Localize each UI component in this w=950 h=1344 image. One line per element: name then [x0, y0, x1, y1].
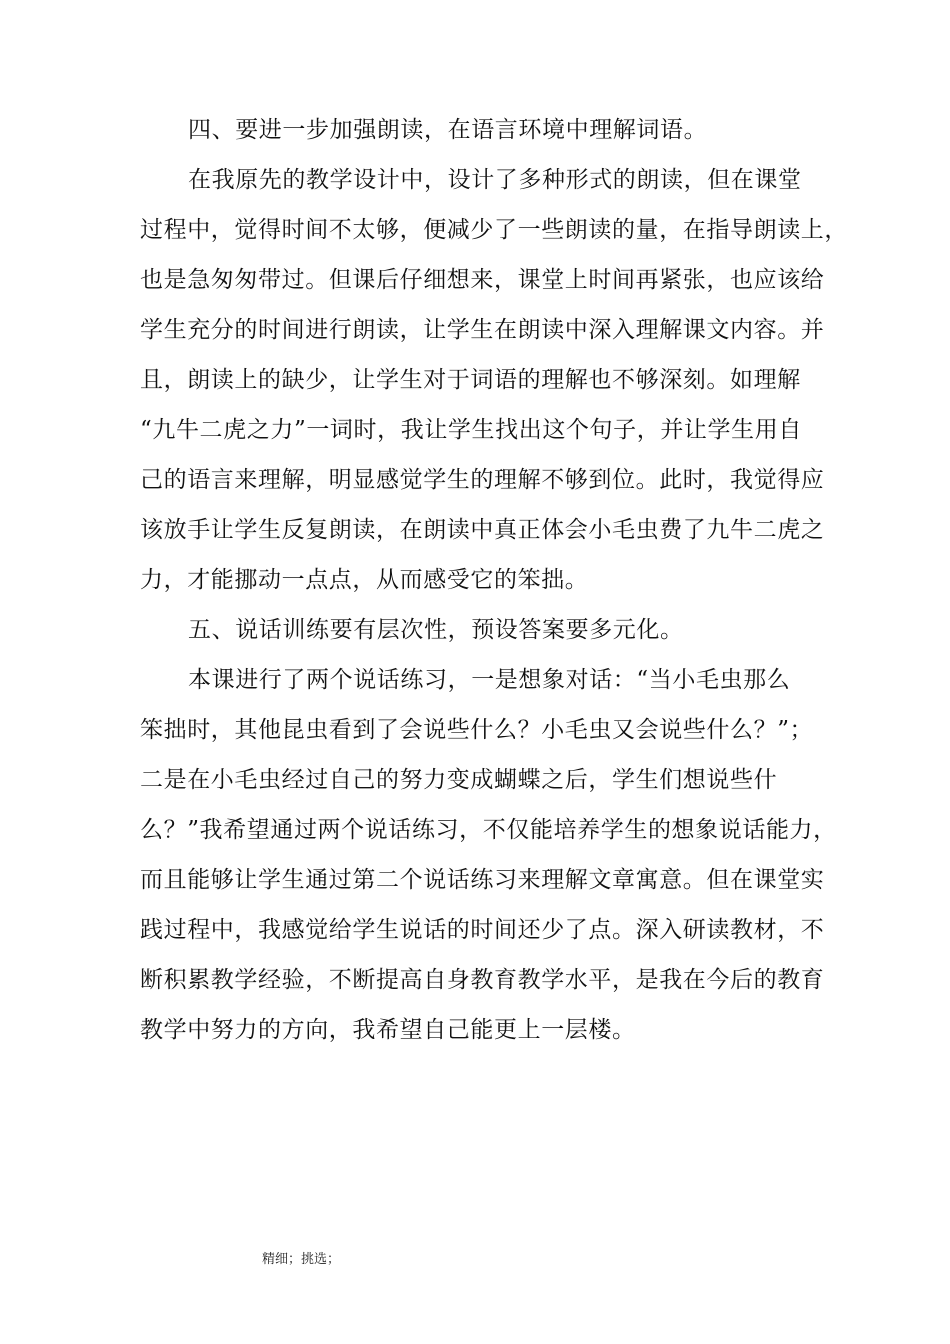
paragraph-line: 断积累教学经验，不断提高自身教育教学水平，是我在今后的教育 [140, 967, 825, 993]
section-heading-5: 五、说话训练要有层次性，预设答案要多元化。 [188, 617, 684, 643]
paragraph-line: 而且能够让学生通过第二个说话练习来理解文章寓意。但在课堂实 [140, 867, 825, 893]
paragraph-line: 本课进行了两个说话练习，一是想象对话：“当小毛虫那么 [188, 667, 791, 693]
paragraph-line: 且，朗读上的缺少，让学生对于词语的理解也不够深刻。如理解 [140, 367, 801, 393]
paragraph-line: 也是急匆匆带过。但课后仔细想来，课堂上时间再紧张，也应该给 [140, 267, 825, 293]
paragraph-line: 践过程中，我感觉给学生说话的时间还少了点。深入研读教材，不 [140, 917, 825, 943]
paragraph-line: 该放手让学生反复朗读，在朗读中真正体会小毛虫费了九牛二虎之 [140, 517, 825, 543]
paragraph-line: 在我原先的教学设计中，设计了多种形式的朗读，但在课堂 [188, 167, 802, 193]
paragraph-line: 么？”我希望通过两个说话练习，不仅能培养学生的想象说话能力， [140, 817, 837, 843]
paragraph-line: 己的语言来理解，明显感觉学生的理解不够到位。此时，我觉得应 [140, 467, 825, 493]
paragraph-line: 教学中努力的方向，我希望自己能更上一层楼。 [140, 1017, 636, 1043]
section-heading-4: 四、要进一步加强朗读，在语言环境中理解词语。 [188, 117, 708, 143]
page-footer: 精细；挑选； [262, 1252, 341, 1267]
paragraph-line: 笨拙时，其他昆虫看到了会说些什么？小毛虫又会说些什么？”； [140, 717, 814, 743]
paragraph-line: 二是在小毛虫经过自己的努力变成蝴蝶之后，学生们想说些什 [140, 767, 778, 793]
paragraph-line: “九牛二虎之力”一词时，我让学生找出这个句子，并让学生用自 [140, 417, 802, 443]
paragraph-line: 力，才能挪动一点点，从而感受它的笨拙。 [140, 567, 589, 593]
paragraph-line: 学生充分的时间进行朗读，让学生在朗读中深入理解课文内容。并 [140, 317, 825, 343]
paragraph-line: 过程中，觉得时间不太够，便减少了一些朗读的量，在指导朗读上， [140, 217, 848, 243]
